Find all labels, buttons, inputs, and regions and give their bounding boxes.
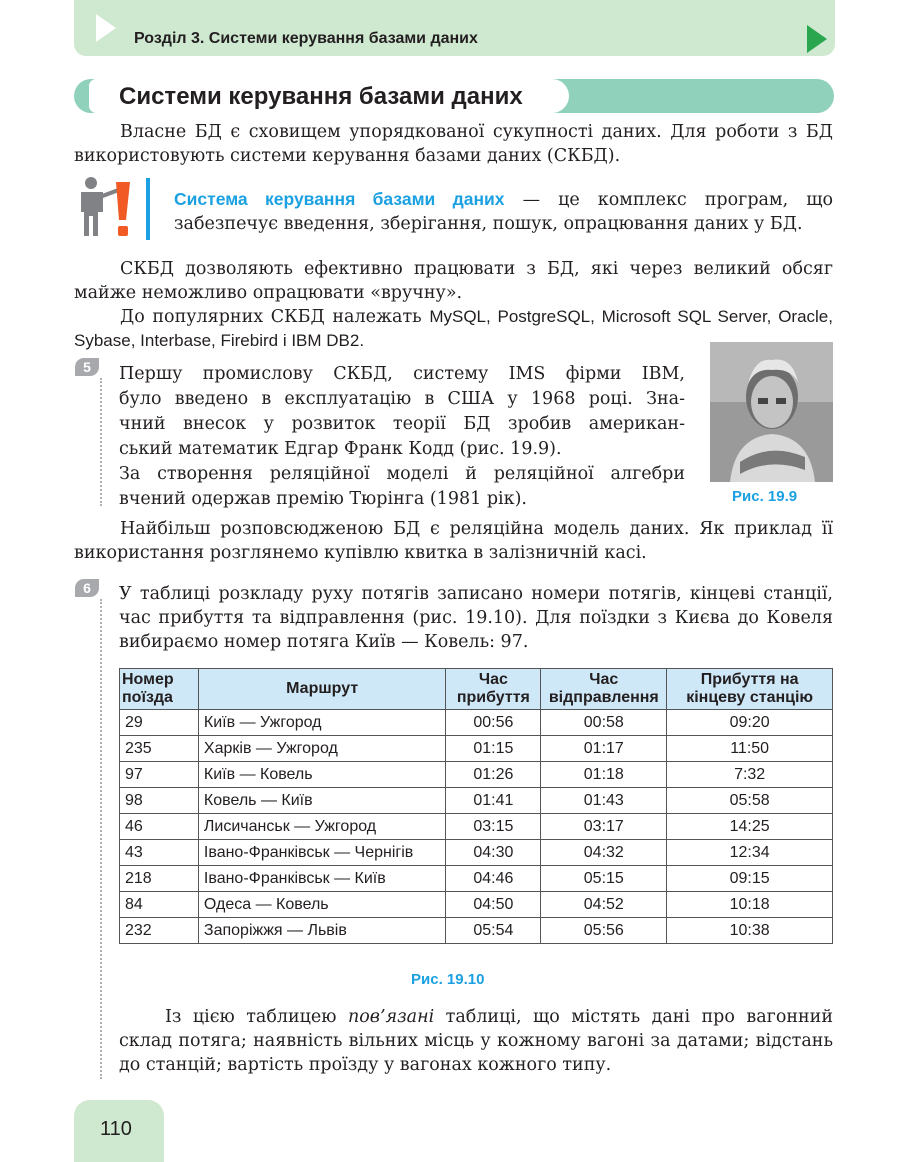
table-cell: 04:32 — [541, 840, 667, 866]
table-cell: 84 — [120, 892, 199, 918]
dotted-line — [100, 599, 102, 1079]
table-cell: 00:56 — [446, 710, 541, 736]
table-cell: 04:46 — [446, 866, 541, 892]
column-header: Час відправлення — [541, 669, 667, 710]
figure-caption-19-9: Рис. 19.9 — [732, 488, 798, 505]
table-cell: 03:15 — [446, 814, 541, 840]
table-cell: 10:18 — [667, 892, 833, 918]
table-cell: 03:17 — [541, 814, 667, 840]
dbms-list: MySQL, PostgreSQL, Microsoft SQL Server, Oracle, Sybase, Interbase, Firebird і IBM DB2. — [74, 307, 833, 350]
table-cell: 10:38 — [667, 918, 833, 944]
table-cell: 04:52 — [541, 892, 667, 918]
table-cell: 7:32 — [667, 762, 833, 788]
section-title: Системи керування базами даних — [119, 83, 523, 110]
column-header: Прибуття на кінцеву станцію — [667, 669, 833, 710]
table-cell: 235 — [120, 736, 199, 762]
table-cell: Івано-Франківськ — Київ — [198, 866, 445, 892]
table-cell: 01:26 — [446, 762, 541, 788]
table-cell: 218 — [120, 866, 199, 892]
section-title-band — [74, 79, 834, 113]
table-cell: Ковель — Київ — [198, 788, 445, 814]
intro-paragraph: Власне БД є сховищем упорядкованої сукупності даних. Для роботи з БД використовують системи керування базами даних (СКБД). — [74, 122, 833, 166]
person-exclamation-icon — [78, 176, 138, 238]
table-cell: 05:56 — [541, 918, 667, 944]
marker-5: 5 — [75, 358, 99, 376]
table-cell: Івано-Франківськ — Чернігів — [198, 840, 445, 866]
table-cell: 04:50 — [446, 892, 541, 918]
chapter-title: Розділ 3. Системи керування базами даних — [134, 30, 478, 47]
table-row — [120, 814, 833, 840]
table-row — [120, 840, 833, 866]
volume-paragraph: СКБД дозволяють ефективно працювати з БД, які через великий обсяг майже неможливо опрацювати «вручну». — [74, 259, 833, 303]
table-cell: 00:58 — [541, 710, 667, 736]
closing-paragraph: Із цією таблицею пов’язані таблиці, що містять дані про вагонний склад потяга; наявність вільних місць у кожному вагоні за датами; відстань до станцій; вартість проїзду у вагонах кожного типу. — [119, 1007, 834, 1075]
column-header: Час прибуття — [446, 669, 541, 710]
dotted-line — [100, 378, 102, 506]
table-row — [120, 736, 833, 762]
figure-caption-19-10: Рис. 19.10 — [411, 971, 485, 988]
arrow-left-icon — [96, 14, 116, 42]
play-arrow-icon — [807, 25, 827, 53]
table-cell: 09:15 — [667, 866, 833, 892]
table-cell: 12:34 — [667, 840, 833, 866]
table-cell: 01:17 — [541, 736, 667, 762]
table-row — [120, 892, 833, 918]
marker-6: 6 — [75, 579, 99, 597]
table-cell: 43 — [120, 840, 199, 866]
table-row — [120, 788, 833, 814]
table-cell: 11:50 — [667, 736, 833, 762]
table-cell: Одеса — Ковель — [198, 892, 445, 918]
schedule-paragraph: У таблиці розкладу руху потягів записано номери потягів, кінцеві станції, час прибуття та відправлення (рис. 19.10). Для поїздки з Києва до Ковеля вибираємо номер потяга Київ — Ковель: 97. — [119, 584, 833, 652]
table-row — [120, 710, 833, 736]
column-header: Номер поїзда — [120, 669, 199, 710]
table-cell: 46 — [120, 814, 199, 840]
table-row — [120, 762, 833, 788]
table-cell: 01:43 — [541, 788, 667, 814]
train-schedule-table — [119, 668, 833, 944]
table-cell: 232 — [120, 918, 199, 944]
definition-paragraph — [174, 187, 833, 236]
definition-bar — [146, 178, 150, 240]
table-cell: 01:41 — [446, 788, 541, 814]
page-number-tab — [74, 1100, 164, 1162]
table-cell: 01:15 — [446, 736, 541, 762]
definition-text: — це комплекс програм, що забезпечує введення, зберігання, пошук, опрацювання даних у БД. — [174, 190, 833, 234]
column-header: Маршрут — [198, 669, 445, 710]
table-row — [120, 918, 833, 944]
popular-dbms-paragraph: До популярних СКБД належать MySQL, PostgreSQL, Microsoft SQL Server, Oracle, Sybase, Interbase, Firebird і IBM DB2. — [74, 307, 833, 350]
table-cell: 14:25 — [667, 814, 833, 840]
relational-paragraph: Найбільш розповсюдженою БД є реляційна модель даних. Як приклад її використання розглянемо купівлю квитка в залізничній касі. — [74, 519, 833, 563]
table-cell: Харків — Ужгород — [198, 736, 445, 762]
table-cell: 05:15 — [541, 866, 667, 892]
definition-term: Система керування базами даних — [174, 189, 505, 209]
table-cell: 05:58 — [667, 788, 833, 814]
table-cell: 29 — [120, 710, 199, 736]
table-cell: 01:18 — [541, 762, 667, 788]
table-cell: 98 — [120, 788, 199, 814]
table-cell: 04:30 — [446, 840, 541, 866]
table-cell: 09:20 — [667, 710, 833, 736]
portrait-photo — [710, 342, 833, 482]
chapter-header — [74, 0, 835, 56]
table-cell: 97 — [120, 762, 199, 788]
table-cell: 05:54 — [446, 918, 541, 944]
table-cell: Лисичанськ — Ужгород — [198, 814, 445, 840]
emphasis: пов’язані — [347, 1007, 435, 1027]
table-cell: Запоріжжя — Львів — [198, 918, 445, 944]
table-cell: Київ — Ужгород — [198, 710, 445, 736]
table-cell: Київ — Ковель — [198, 762, 445, 788]
page-number: 110 — [100, 1118, 132, 1140]
table-header-row — [120, 669, 833, 710]
table-row — [120, 866, 833, 892]
